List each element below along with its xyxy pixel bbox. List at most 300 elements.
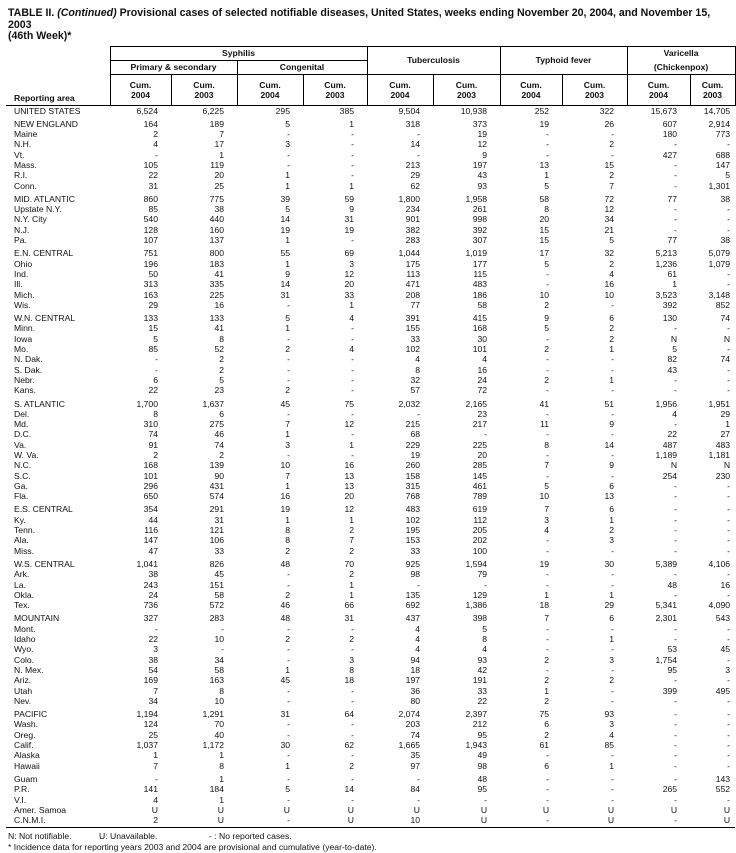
cell: 1 (544, 589, 550, 600)
cell: 48 (667, 579, 678, 590)
cell: - (155, 149, 158, 160)
cell: 137 (209, 235, 224, 246)
cell: 19 (280, 224, 290, 235)
table-row (6, 354, 735, 364)
cell: 322 (599, 105, 615, 116)
cell: 19 (344, 224, 355, 235)
cell: 93 (477, 180, 488, 191)
cell: 9 (482, 149, 488, 160)
cell: - (546, 429, 550, 440)
cell: 13 (344, 470, 355, 481)
cell: 55 (280, 248, 290, 259)
cell: - (611, 545, 615, 556)
cell: 2 (349, 525, 355, 536)
table-row (6, 419, 735, 429)
cell: 285 (472, 460, 488, 471)
cell: - (287, 333, 290, 344)
cell: 3 (285, 139, 290, 150)
cell: 7 (153, 760, 158, 771)
cell: - (727, 750, 731, 761)
cell: - (674, 569, 678, 580)
cell: - (611, 385, 615, 396)
cell: - (674, 740, 678, 751)
cell: 62 (410, 180, 421, 191)
cell: - (351, 750, 355, 761)
cell: 16 (477, 364, 488, 375)
cell: 1,019 (465, 248, 488, 259)
cell: 2 (609, 525, 615, 536)
cell: - (611, 685, 615, 696)
cell: 1 (219, 149, 224, 160)
cell: - (674, 323, 678, 334)
cell: - (674, 719, 678, 730)
cell: - (287, 750, 290, 761)
cell: - (287, 685, 290, 696)
cell: 768 (405, 491, 421, 502)
table-row (6, 634, 735, 644)
cell: 4 (153, 139, 158, 150)
cell: 6 (609, 613, 615, 624)
cell: 7 (219, 129, 224, 140)
cell: 50 (148, 268, 158, 279)
cell: 29 (148, 299, 158, 310)
cell: 158 (405, 470, 421, 481)
cell: 6 (219, 408, 224, 419)
cell: - (727, 740, 731, 751)
table-row (6, 730, 735, 740)
cell: - (351, 354, 355, 365)
reporting-area-cell: Calif. (14, 740, 34, 751)
cell: 95 (477, 784, 488, 795)
cell: 62 (344, 740, 355, 751)
cell: 1 (219, 794, 224, 805)
cell: 283 (405, 235, 421, 246)
col-header-cum-2003: Cum. 2003 (303, 74, 367, 105)
cell: 38 (214, 204, 224, 215)
cell: U (217, 804, 224, 815)
cell: - (611, 579, 615, 590)
cell: 129 (472, 589, 488, 600)
cell: 10 (539, 491, 550, 502)
cell: 22 (667, 429, 678, 440)
cell: 68 (410, 429, 421, 440)
cell: - (546, 354, 550, 365)
cell: 58 (539, 193, 550, 204)
cell: 6 (544, 719, 550, 730)
cell: 483 (472, 279, 488, 290)
cell: 2,074 (398, 709, 421, 720)
cell: 13 (344, 480, 355, 491)
cell: 4 (349, 344, 355, 355)
cell: - (611, 773, 615, 784)
cell: 168 (472, 323, 488, 334)
cell: 8 (349, 664, 355, 675)
cell: 44 (148, 514, 158, 525)
reporting-area-cell: MOUNTAIN (14, 613, 60, 624)
cell: 327 (143, 613, 158, 624)
cell: N (723, 460, 731, 471)
cell: U (171, 815, 237, 828)
cell: 22 (148, 385, 158, 396)
cell: 5,079 (708, 248, 731, 259)
cell: 16 (720, 579, 731, 590)
cell: 38 (148, 569, 158, 580)
cell: 121 (209, 525, 224, 536)
reporting-area-cell: Vt. (14, 149, 25, 160)
cell: 183 (209, 258, 224, 269)
cell: 101 (472, 344, 488, 355)
cell: - (674, 491, 678, 502)
cell: 775 (209, 193, 224, 204)
cell: 70 (344, 558, 355, 569)
cell: - (727, 654, 731, 665)
cell: 72 (477, 385, 488, 396)
cell: 61 (539, 740, 550, 751)
cell: 202 (472, 535, 488, 546)
cell: - (351, 623, 355, 634)
cell: - (287, 450, 290, 460)
cell: 153 (405, 535, 421, 546)
cell: 2 (285, 589, 290, 600)
cell: 33 (344, 289, 355, 300)
cell: 74 (720, 313, 731, 324)
cell: 398 (472, 613, 488, 624)
cell: - (351, 149, 355, 160)
reporting-area-cell: S. ATLANTIC (14, 398, 65, 409)
cell: - (351, 773, 355, 784)
cell: 34 (214, 654, 224, 665)
cell: 3,523 (655, 289, 678, 300)
cell: - (611, 750, 615, 761)
cell: 14 (280, 214, 290, 225)
cell: - (727, 794, 731, 805)
col-group-varicella: Varicella (627, 46, 735, 60)
cell: - (287, 569, 290, 580)
cell: - (727, 729, 731, 740)
cell: - (351, 644, 355, 655)
cell: - (546, 535, 550, 546)
reporting-area-cell: Upstate N.Y. (14, 204, 62, 215)
col-header-cum-2004: Cum. 2004 (500, 74, 562, 105)
cell: 318 (405, 118, 421, 129)
table-row (6, 525, 735, 535)
cell: 607 (662, 118, 678, 129)
cell: 8 (544, 204, 550, 215)
table-row (6, 259, 735, 269)
cell: 1 (349, 579, 355, 590)
cell: 19 (410, 450, 421, 460)
cell: U (723, 804, 731, 815)
reporting-area-cell: Nebr. (14, 374, 35, 385)
cell: - (484, 794, 488, 805)
reporting-area-cell: Conn. (14, 180, 37, 191)
cell: - (727, 323, 731, 334)
cell: 18 (410, 664, 421, 675)
cell: 543 (715, 613, 731, 624)
cell: 1 (609, 514, 615, 525)
cell: 3 (285, 439, 290, 450)
cell: - (417, 579, 421, 590)
cell: 1 (285, 480, 290, 491)
cell: 15,673 (650, 105, 678, 116)
cell: 5 (544, 180, 550, 191)
cell: 26 (604, 118, 615, 129)
cell: 2 (285, 545, 290, 556)
cell: 48 (280, 613, 290, 624)
cell: - (287, 354, 290, 365)
cell: - (727, 491, 731, 502)
cell: 116 (144, 525, 158, 536)
cell: - (727, 623, 731, 634)
cell: - (611, 354, 615, 365)
cell: - (674, 419, 678, 430)
cell: 427 (662, 149, 678, 160)
cell: 33 (477, 685, 488, 696)
table-row (6, 556, 735, 569)
cell: 22 (477, 695, 488, 706)
table-row (6, 450, 735, 460)
table-row (6, 569, 735, 579)
cell: - (674, 525, 678, 536)
cell: 9 (544, 313, 550, 324)
cell: 4 (349, 313, 355, 324)
cell: 34 (148, 695, 158, 706)
cell: 169 (143, 675, 158, 686)
table-row (6, 784, 735, 794)
cell: 41 (214, 268, 224, 279)
cell: 860 (143, 193, 158, 204)
cell: 2 (609, 258, 615, 269)
cell: - (674, 224, 678, 235)
table-row (6, 481, 735, 491)
cell: 4 (153, 794, 158, 805)
cell: 164 (143, 118, 158, 129)
reporting-area-cell: Guam (14, 773, 38, 784)
cell: 826 (209, 558, 224, 569)
cell: 1,181 (708, 450, 731, 460)
table-row (6, 771, 735, 784)
cell: 852 (715, 299, 731, 310)
cell: 94 (410, 654, 421, 665)
table-row (6, 245, 735, 258)
reporting-area-cell: MID. ATLANTIC (14, 193, 75, 204)
col-header-cum-2004: Cum. 2004 (627, 74, 690, 105)
reporting-area-cell: Mo. (14, 344, 29, 355)
cell: - (546, 794, 550, 805)
cell: 1,044 (398, 248, 421, 259)
cell: 2 (349, 634, 355, 645)
cell: - (546, 784, 550, 795)
cell: 4,106 (708, 558, 731, 569)
cell: 234 (405, 204, 421, 215)
cell: 212 (472, 719, 488, 730)
cell: - (727, 268, 731, 279)
reporting-area-cell: Wis. (14, 299, 31, 310)
table-row (6, 761, 735, 771)
table-row (6, 719, 735, 729)
cell: - (351, 333, 355, 344)
cell: 29 (604, 600, 615, 611)
reporting-area-cell: E.N. CENTRAL (14, 248, 74, 259)
cell: - (727, 589, 731, 600)
cell: 10 (214, 695, 224, 706)
cell: 392 (472, 224, 488, 235)
cell: 225 (472, 439, 488, 450)
cell: 1,637 (202, 398, 224, 409)
table-row (6, 471, 735, 481)
cell: 102 (405, 514, 421, 525)
cell: 163 (209, 675, 224, 686)
cell: - (351, 374, 355, 385)
cell: 74 (410, 729, 421, 740)
cell: 431 (209, 480, 224, 491)
cell: 18 (539, 600, 550, 611)
cell: 17 (214, 139, 224, 150)
reporting-area-cell: Oreg. (14, 729, 36, 740)
cell: - (727, 204, 731, 215)
table-row (6, 129, 735, 139)
cell: 5 (285, 118, 290, 129)
cell: 2 (609, 333, 615, 344)
cell: - (727, 675, 731, 686)
table-row (6, 610, 735, 623)
table-row (6, 535, 735, 545)
cell: 6 (544, 760, 550, 771)
cell: - (351, 385, 355, 396)
cell: 437 (405, 613, 421, 624)
cell: - (546, 364, 550, 375)
cell: - (611, 149, 615, 160)
cell: 17 (539, 248, 550, 259)
cell: 291 (209, 504, 224, 515)
cell: 2 (544, 675, 550, 686)
cell: 2 (544, 299, 550, 310)
reporting-area-cell: Ark. (14, 569, 30, 580)
cell: - (287, 129, 290, 140)
cell: - (611, 129, 615, 140)
cell: 1 (609, 760, 615, 771)
cell: 24 (148, 589, 158, 600)
cell: 1,754 (655, 654, 678, 665)
cell: - (674, 139, 678, 150)
cell: 147 (143, 535, 158, 546)
cell: 16 (604, 279, 615, 290)
cell: 29 (410, 170, 421, 181)
cell: 382 (405, 224, 421, 235)
cell: 15 (539, 224, 550, 235)
table-row (6, 675, 735, 685)
cell: 6,225 (202, 105, 224, 116)
cell: 160 (209, 224, 224, 235)
cell: 10 (280, 460, 290, 471)
cell: - (417, 794, 421, 805)
cell: 30 (280, 740, 290, 751)
cell: - (674, 535, 678, 546)
cell: 75 (344, 398, 355, 409)
cell: - (351, 170, 355, 181)
col-group-chickenpox: (Chickenpox) (627, 60, 735, 74)
cell: 106 (209, 535, 224, 546)
reporting-area-cell: Minn. (14, 323, 36, 334)
cell: 391 (405, 313, 421, 324)
cell: 7 (544, 504, 550, 515)
cell: 9 (285, 268, 290, 279)
cell: 16 (214, 299, 224, 310)
cell: - (221, 623, 224, 634)
cell: - (287, 408, 290, 419)
cell: 38 (720, 235, 731, 246)
cell: 31 (148, 180, 158, 191)
cell: 1,301 (708, 180, 731, 191)
cell: 14 (280, 279, 290, 290)
table-row (6, 116, 735, 129)
cell: 197 (472, 159, 488, 170)
cell: 31 (214, 514, 224, 525)
table-row (6, 696, 735, 706)
cell: 180 (662, 129, 678, 140)
cell: 79 (477, 569, 488, 580)
cell: 8 (285, 535, 290, 546)
cell: - (546, 333, 550, 344)
cell: 335 (209, 279, 224, 290)
cell: 5 (544, 323, 550, 334)
cell: 133 (209, 313, 224, 324)
reporting-area-cell: P.R. (14, 784, 30, 795)
cell: 15 (604, 159, 615, 170)
cell: - (674, 794, 678, 805)
legend-not-notifiable: N: Not notifiable. (8, 831, 72, 842)
cell: 440 (209, 214, 224, 225)
cell: - (351, 794, 355, 805)
cell: 21 (604, 224, 615, 235)
cell: 283 (209, 613, 224, 624)
cell: 1 (285, 514, 290, 525)
cell: 1 (349, 589, 355, 600)
cell: 1 (609, 589, 615, 600)
cell: - (351, 429, 355, 440)
cell: - (484, 429, 488, 440)
cell: 4 (482, 644, 488, 655)
cell: 1,194 (136, 709, 158, 720)
cell: - (674, 634, 678, 645)
cell: 7 (153, 685, 158, 696)
cell: 3 (725, 664, 731, 675)
cell: 98 (477, 760, 488, 771)
cell: 15 (148, 323, 158, 334)
cell: 265 (662, 784, 678, 795)
table-row (6, 235, 735, 245)
cell: 4,090 (708, 600, 731, 611)
cell: 215 (405, 419, 421, 430)
table-row (6, 375, 735, 385)
cell: 100 (472, 545, 488, 556)
cell: 2,914 (708, 118, 731, 129)
table-row (6, 290, 735, 300)
cell: 1 (285, 664, 290, 675)
reporting-area-cell: E.S. CENTRAL (14, 504, 73, 515)
cell: 82 (667, 354, 678, 365)
cell: - (674, 675, 678, 686)
table-label: TABLE II. (8, 7, 55, 19)
cell: 115 (473, 268, 488, 279)
table-continued-label: (Continued) (54, 7, 120, 19)
cell: - (674, 504, 678, 515)
table-row (6, 600, 735, 610)
cell: 8 (285, 525, 290, 536)
col-group-syphilis: Syphilis (110, 46, 367, 60)
reporting-area-cell: Pa. (14, 235, 27, 246)
cell: 7 (285, 419, 290, 430)
